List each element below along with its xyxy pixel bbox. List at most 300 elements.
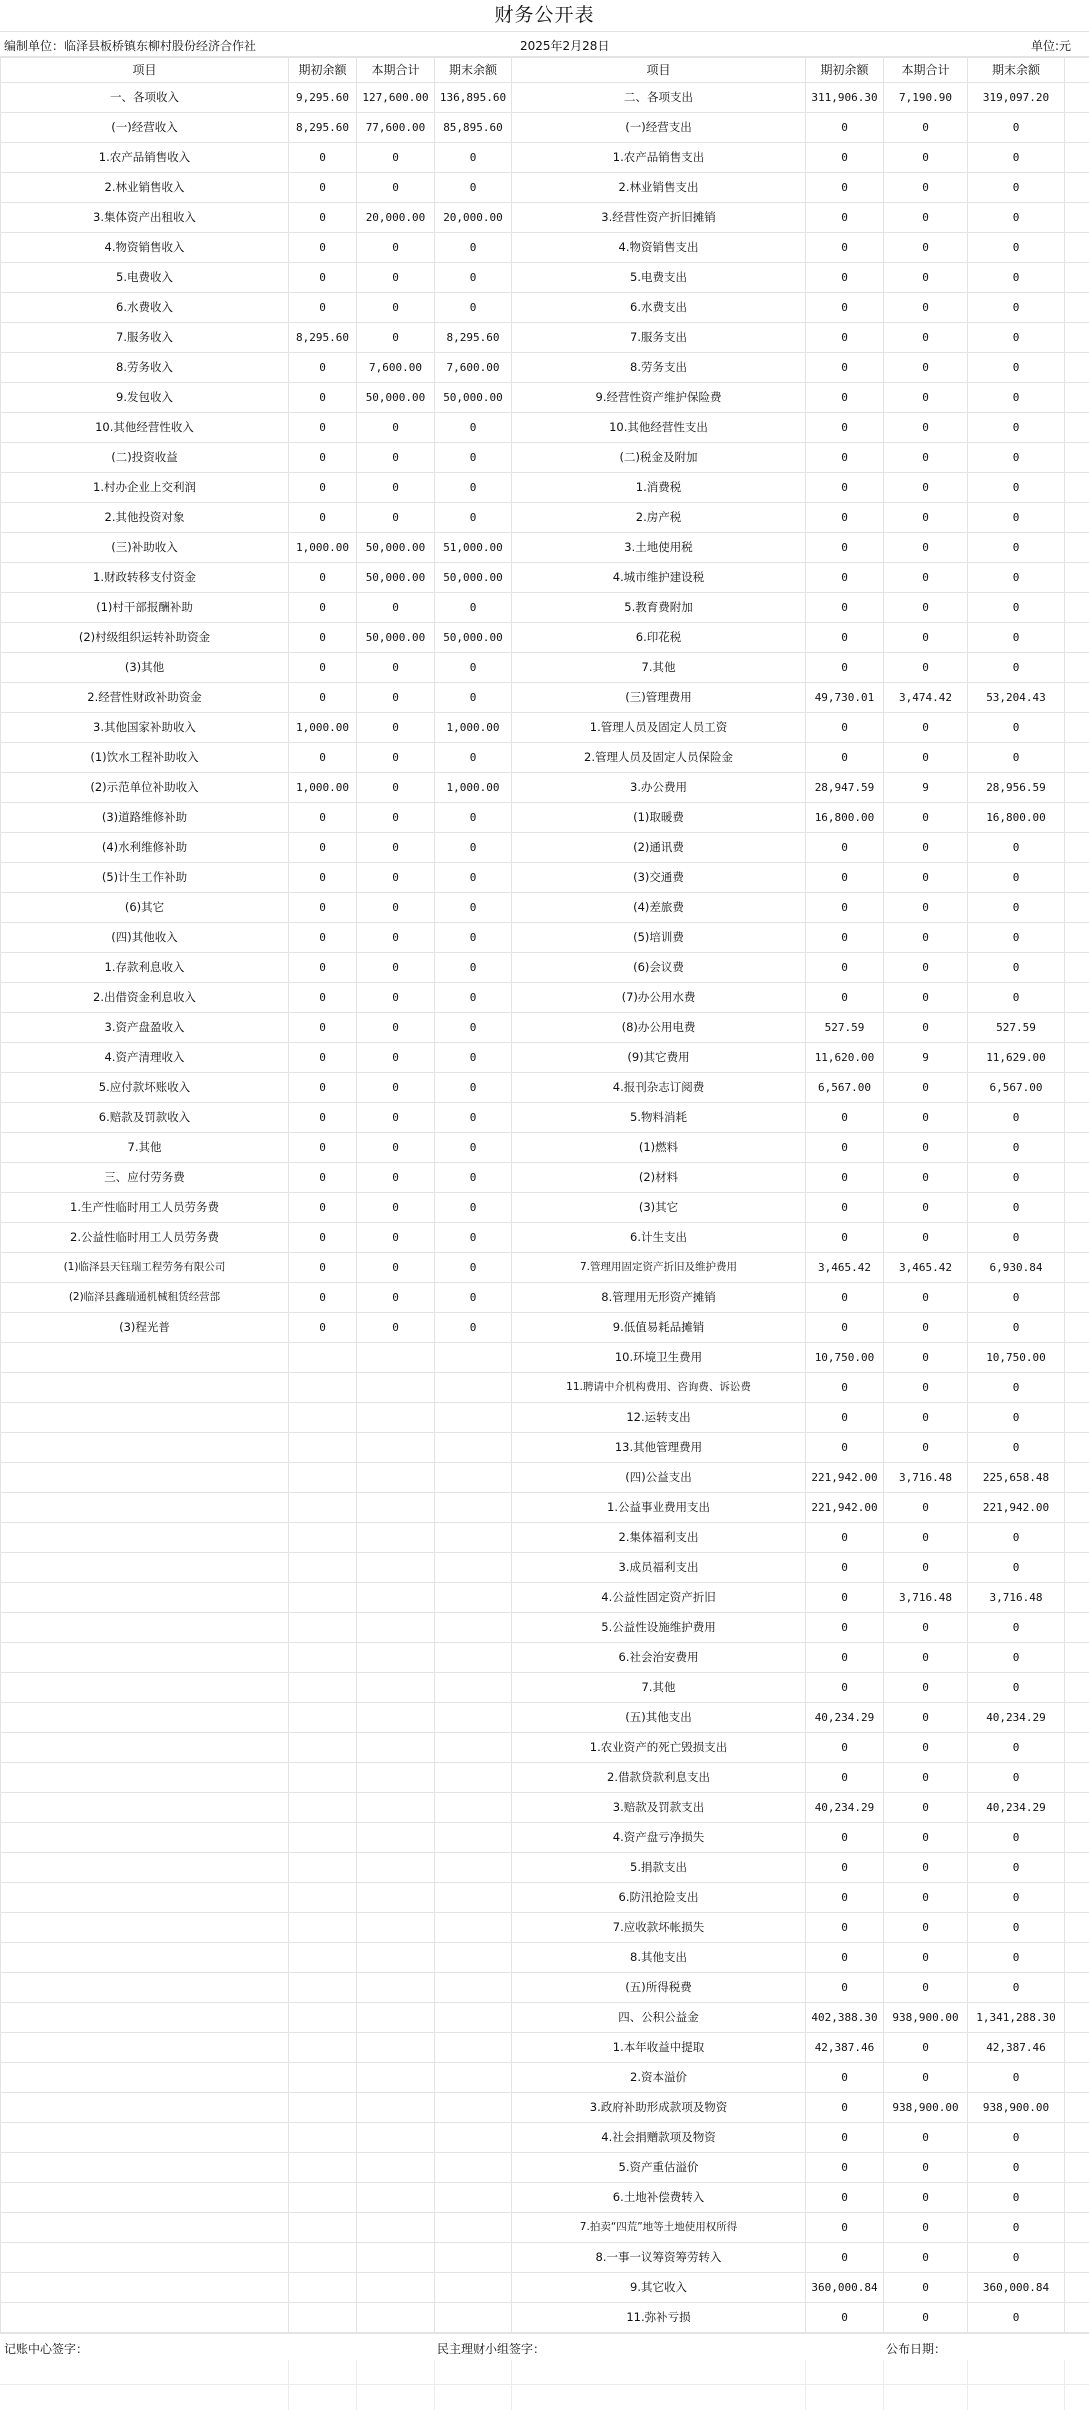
cell-closing-left: 0 [435,1103,512,1133]
cell-period-right: 0 [884,2213,968,2243]
cell-period-right: 3,474.42 [884,683,968,713]
cell-closing-right: 0 [968,1673,1065,1703]
cell-opening-right: 6,567.00 [806,1073,884,1103]
cell-item-left: 2.林业销售收入 [1,173,289,203]
cell-period-left: 0 [357,1313,435,1343]
cell-opening-left [289,2183,357,2213]
cell-period-right: 0 [884,263,968,293]
cell-item-right: 8.管理用无形资产摊销 [512,1283,806,1313]
cell-item-left [1,2303,289,2333]
cell-opening-right: 0 [806,383,884,413]
table-body [1,83,1089,2333]
cell-period-left: 0 [357,173,435,203]
cell-opening-right: 40,234.29 [806,1793,884,1823]
table-row [1,1553,1089,1583]
cell-item-left [1,1913,289,1943]
cell-opening-left: 0 [289,1163,357,1193]
spacer-cell [1065,293,1089,323]
spacer-cell [1065,2303,1089,2333]
table-row [1,293,1089,323]
cell-opening-left [289,1523,357,1553]
spacer-cell [1065,1103,1089,1133]
cell-closing-left [435,1973,512,2003]
cell-opening-left [289,2123,357,2153]
cell-opening-left [289,1403,357,1433]
cell-opening-left: 0 [289,1133,357,1163]
cell-closing-right: 0 [968,413,1065,443]
cell-closing-right: 221,942.00 [968,1493,1065,1523]
cell-item-left [1,2243,289,2273]
cell-period-left [357,2093,435,2123]
cell-opening-right: 0 [806,353,884,383]
cell-opening-left [289,2003,357,2033]
table-row [1,143,1089,173]
cell-period-left [357,2063,435,2093]
cell-closing-right: 0 [968,1553,1065,1583]
cell-opening-right: 0 [806,2183,884,2213]
cell-item-left: 5.电费收入 [1,263,289,293]
cell-item-right: 1.消费税 [512,473,806,503]
cell-item-left [1,1463,289,1493]
cell-opening-right: 0 [806,263,884,293]
cell-item-left [1,1403,289,1433]
spacer-cell [1065,503,1089,533]
cell-closing-left: 0 [435,443,512,473]
cell-item-left: 4.物资销售收入 [1,233,289,263]
cell-item-left: (2)临泽县鑫瑞通机械租赁经营部 [1,1283,289,1313]
cell-closing-left [435,2123,512,2153]
cell-opening-left: 0 [289,383,357,413]
cell-item-left: 10.其他经营性收入 [1,413,289,443]
cell-opening-left [289,1763,357,1793]
table-row [1,2273,1089,2303]
cell-closing-left [435,2303,512,2333]
cell-period-right: 0 [884,293,968,323]
spacer-cell [1065,1943,1089,1973]
cell-period-right: 0 [884,713,968,743]
cell-item-left [1,1973,289,2003]
cell-period-left [357,2243,435,2273]
cell-opening-right: 40,234.29 [806,1703,884,1733]
cell-opening-right: 0 [806,1583,884,1613]
cell-period-left [357,1643,435,1673]
cell-period-right: 0 [884,1853,968,1883]
cell-closing-left: 51,000.00 [435,533,512,563]
compiling-unit: 编制单位：临泽县板桥镇东柳村股份经济合作社 [4,37,256,54]
cell-opening-right: 0 [806,2063,884,2093]
cell-item-right: 3.赔款及罚款支出 [512,1793,806,1823]
cell-period-right: 0 [884,863,968,893]
cell-closing-right: 0 [968,593,1065,623]
cell-closing-left [435,1553,512,1583]
cell-item-right: 4.社会捐赠款项及物资 [512,2123,806,2153]
cell-opening-right: 0 [806,1823,884,1853]
cell-opening-right: 0 [806,1643,884,1673]
cell-closing-right: 0 [968,353,1065,383]
spacer-cell [1065,1853,1089,1883]
table-row [1,1433,1089,1463]
cell-period-left: 0 [357,1253,435,1283]
cell-opening-left: 0 [289,173,357,203]
cell-item-right: 7.其他 [512,1673,806,1703]
cell-closing-left: 0 [435,1043,512,1073]
cell-period-right: 0 [884,653,968,683]
cell-closing-left: 0 [435,863,512,893]
cell-item-left [1,2093,289,2123]
table-row [1,1463,1089,1493]
cell-period-left [357,1733,435,1763]
cell-period-right: 0 [884,1013,968,1043]
cell-opening-left: 0 [289,1223,357,1253]
spacer-cell [1065,1283,1089,1313]
cell-item-right: 2.管理人员及固定人员保险金 [512,743,806,773]
cell-opening-left [289,1823,357,1853]
cell-closing-left [435,2243,512,2273]
cell-period-left: 0 [357,893,435,923]
cell-opening-right: 221,942.00 [806,1463,884,1493]
cell-opening-right: 42,387.46 [806,2033,884,2063]
cell-period-right: 0 [884,1193,968,1223]
cell-closing-right: 0 [968,1823,1065,1853]
cell-closing-left: 0 [435,1313,512,1343]
cell-opening-left: 0 [289,653,357,683]
cell-item-right: 4.报刊杂志订阅费 [512,1073,806,1103]
cell-item-right: 2.资本溢价 [512,2063,806,2093]
cell-opening-right: 0 [806,1103,884,1133]
cell-closing-right: 360,000.84 [968,2273,1065,2303]
cell-opening-left: 0 [289,293,357,323]
cell-opening-left [289,1373,357,1403]
cell-period-left: 0 [357,293,435,323]
cell-item-left: 5.应付款坏账收入 [1,1073,289,1103]
cell-closing-left: 0 [435,893,512,923]
cell-closing-right: 0 [968,263,1065,293]
cell-period-right: 7,190.90 [884,83,968,113]
cell-closing-right: 0 [968,893,1065,923]
spacer-cell [1065,1013,1089,1043]
cell-period-right: 0 [884,1403,968,1433]
cell-closing-left: 7,600.00 [435,353,512,383]
table-row [1,923,1089,953]
spacer-cell [1065,353,1089,383]
cell-closing-right: 6,567.00 [968,1073,1065,1103]
cell-opening-left [289,2243,357,2273]
table-row [1,563,1089,593]
cell-opening-right: 0 [806,893,884,923]
spacer-cell [1065,173,1089,203]
cell-item-left: 1.农产品销售收入 [1,143,289,173]
cell-item-left: 7.服务收入 [1,323,289,353]
cell-closing-right: 938,900.00 [968,2093,1065,2123]
cell-item-right: (2)通讯费 [512,833,806,863]
cell-closing-left [435,1673,512,1703]
cell-closing-left: 0 [435,233,512,263]
cell-opening-right: 0 [806,1973,884,2003]
cell-opening-right: 0 [806,2093,884,2123]
cell-period-left: 0 [357,1223,435,1253]
cell-item-right: (5)培训费 [512,923,806,953]
cell-closing-right: 0 [968,1283,1065,1313]
spacer-cell [1065,1133,1089,1163]
cell-item-right: 12.运转支出 [512,1403,806,1433]
cell-period-left: 0 [357,1193,435,1223]
table-row [1,1193,1089,1223]
spacer-cell [1065,953,1089,983]
cell-closing-left: 50,000.00 [435,383,512,413]
cell-item-right: 5.物料消耗 [512,1103,806,1133]
cell-opening-left: 0 [289,833,357,863]
cell-closing-left: 0 [435,833,512,863]
table-row [1,863,1089,893]
cell-closing-left: 1,000.00 [435,773,512,803]
cell-item-right: 1.本年收益中提取 [512,2033,806,2063]
cell-period-left: 0 [357,773,435,803]
cell-opening-right: 0 [806,833,884,863]
cell-period-right: 0 [884,593,968,623]
cell-opening-left: 0 [289,593,357,623]
cell-item-right: (五)其他支出 [512,1703,806,1733]
cell-opening-right: 0 [806,653,884,683]
cell-closing-left: 1,000.00 [435,713,512,743]
cell-closing-left: 85,895.60 [435,113,512,143]
spacer-cell [1065,1973,1089,2003]
header-period-right: 本期合计 [884,58,968,83]
table-row [1,2063,1089,2093]
cell-period-left: 0 [357,1073,435,1103]
cell-opening-right: 0 [806,473,884,503]
cell-closing-left [435,1493,512,1523]
cell-item-right: 四、公积公益金 [512,2003,806,2033]
cell-opening-right: 0 [806,1193,884,1223]
cell-closing-left [435,2093,512,2123]
table-row [1,1883,1089,1913]
cell-closing-right: 0 [968,1853,1065,1883]
cell-closing-right: 0 [968,1133,1065,1163]
cell-opening-right: 0 [806,953,884,983]
table-row [1,1073,1089,1103]
cell-item-left [1,1343,289,1373]
cell-closing-right: 6,930.84 [968,1253,1065,1283]
cell-opening-left [289,1343,357,1373]
cell-closing-left: 0 [435,1163,512,1193]
cell-item-left: 三、应付劳务费 [1,1163,289,1193]
cell-period-left [357,1673,435,1703]
cell-closing-left: 0 [435,1133,512,1163]
cell-opening-right: 0 [806,923,884,953]
cell-opening-right: 0 [806,623,884,653]
cell-opening-right: 49,730.01 [806,683,884,713]
cell-opening-left [289,1883,357,1913]
table-row [1,2153,1089,2183]
cell-closing-left: 0 [435,1253,512,1283]
cell-item-left: 3.资产盘盈收入 [1,1013,289,1043]
cell-period-right: 0 [884,1763,968,1793]
cell-item-left: (2)村级组织运转补助资金 [1,623,289,653]
cell-period-right: 0 [884,1823,968,1853]
cell-period-left [357,1583,435,1613]
cell-period-right: 0 [884,1793,968,1823]
cell-opening-left: 0 [289,743,357,773]
cell-item-right: 4.资产盘亏净损失 [512,1823,806,1853]
cell-item-left [1,1883,289,1913]
cell-period-left: 0 [357,653,435,683]
cell-period-right: 0 [884,233,968,263]
cell-opening-right: 0 [806,1673,884,1703]
cell-item-left: (一)经营收入 [1,113,289,143]
cell-closing-left [435,1373,512,1403]
cell-item-left [1,1823,289,1853]
cell-closing-left: 0 [435,953,512,983]
cell-closing-right: 1,341,288.30 [968,2003,1065,2033]
cell-item-left [1,1433,289,1463]
cell-period-right: 0 [884,353,968,383]
cell-opening-right: 0 [806,143,884,173]
cell-item-left: 3.其他国家补助收入 [1,713,289,743]
cell-opening-left [289,2093,357,2123]
cell-closing-left: 50,000.00 [435,563,512,593]
cell-closing-right: 0 [968,1523,1065,1553]
cell-item-left [1,1553,289,1583]
cell-period-left: 50,000.00 [357,533,435,563]
cell-opening-left: 0 [289,953,357,983]
cell-period-right: 0 [884,893,968,923]
spacer-cell [1065,323,1089,353]
cell-closing-left: 0 [435,1013,512,1043]
cell-opening-right: 0 [806,2123,884,2153]
spacer-cell [1065,923,1089,953]
spacer-cell [1065,1253,1089,1283]
cell-opening-right: 0 [806,1613,884,1643]
spacer-cell [1065,1583,1089,1613]
cell-item-left [1,1853,289,1883]
cell-closing-right: 0 [968,2183,1065,2213]
cell-opening-right: 0 [806,443,884,473]
cell-opening-left: 0 [289,263,357,293]
cell-item-right: (4)差旅费 [512,893,806,923]
cell-period-right: 0 [884,1313,968,1343]
cell-closing-left [435,1433,512,1463]
spacer-cell [1065,113,1089,143]
cell-closing-right: 0 [968,1943,1065,1973]
cell-period-right: 0 [884,623,968,653]
cell-opening-right: 0 [806,1763,884,1793]
cell-period-right: 0 [884,2303,968,2333]
cell-opening-left: 0 [289,803,357,833]
cell-period-left [357,1793,435,1823]
cell-closing-right: 10,750.00 [968,1343,1065,1373]
cell-opening-left: 0 [289,443,357,473]
spacer-cell [1065,653,1089,683]
cell-opening-left [289,2213,357,2243]
cell-opening-left [289,1703,357,1733]
cell-period-right: 0 [884,1103,968,1133]
cell-opening-right: 0 [806,563,884,593]
spacer-cell [1065,2273,1089,2303]
cell-opening-left: 0 [289,1253,357,1283]
cell-opening-left [289,1463,357,1493]
spacer-cell [1065,1913,1089,1943]
cell-closing-right: 0 [968,1643,1065,1673]
table-row [1,2003,1089,2033]
spacer-cell [1065,1463,1089,1493]
cell-period-right: 0 [884,1493,968,1523]
table-row [1,1763,1089,1793]
cell-closing-right: 11,629.00 [968,1043,1065,1073]
cell-item-right: (二)税金及附加 [512,443,806,473]
cell-closing-right: 0 [968,143,1065,173]
cell-item-left: 2.公益性临时用工人员劳务费 [1,1223,289,1253]
table-row [1,713,1089,743]
cell-item-right: 6.土地补偿费转入 [512,2183,806,2213]
cell-opening-right: 0 [806,1283,884,1313]
table-row [1,2033,1089,2063]
cell-opening-right: 0 [806,1943,884,1973]
cell-item-right: 6.社会治安费用 [512,1643,806,1673]
spacer-cell [1065,1613,1089,1643]
cell-closing-left [435,1883,512,1913]
cell-period-left [357,1493,435,1523]
table-row [1,1703,1089,1733]
cell-opening-left: 1,000.00 [289,533,357,563]
cell-period-left: 0 [357,1013,435,1043]
spacer-cell [1065,1763,1089,1793]
cell-period-left: 0 [357,1283,435,1313]
cell-item-left [1,2003,289,2033]
table-row [1,773,1089,803]
spacer-cell [1065,1373,1089,1403]
cell-period-left [357,1973,435,2003]
cell-closing-right: 0 [968,653,1065,683]
cell-item-right: (7)办公用水费 [512,983,806,1013]
cell-period-right: 0 [884,383,968,413]
cell-closing-left [435,1613,512,1643]
cell-closing-right: 0 [968,2123,1065,2153]
table-row [1,443,1089,473]
cell-item-right: 7.管理用固定资产折旧及维护费用 [512,1253,806,1283]
cell-period-right: 0 [884,923,968,953]
table-row [1,1163,1089,1193]
cell-opening-left: 0 [289,893,357,923]
cell-item-left: (1)村干部报酬补助 [1,593,289,623]
cell-opening-right: 221,942.00 [806,1493,884,1523]
cell-period-left: 7,600.00 [357,353,435,383]
cell-period-right: 3,716.48 [884,1583,968,1613]
cell-opening-left: 0 [289,1313,357,1343]
spacer-cell [1065,83,1089,113]
cell-period-right: 0 [884,1163,968,1193]
cell-item-right: 3.土地使用税 [512,533,806,563]
cell-item-right: (6)会议费 [512,953,806,983]
table-row [1,983,1089,1013]
cell-opening-right: 0 [806,1313,884,1343]
table-row [1,1793,1089,1823]
cell-closing-left: 0 [435,413,512,443]
cell-closing-right: 0 [968,1373,1065,1403]
cell-period-right: 0 [884,413,968,443]
cell-item-left: (二)投资收益 [1,443,289,473]
cell-item-left: (1)饮水工程补助收入 [1,743,289,773]
cell-period-left [357,1523,435,1553]
cell-period-left [357,1373,435,1403]
cell-period-right: 0 [884,1553,968,1583]
cell-item-right: 7.服务支出 [512,323,806,353]
cell-item-left: (4)水利维修补助 [1,833,289,863]
cell-opening-left: 0 [289,623,357,653]
cell-opening-right: 0 [806,293,884,323]
cell-item-right: 9.低值易耗品摊销 [512,1313,806,1343]
cell-period-right: 0 [884,2063,968,2093]
cell-closing-left: 136,895.60 [435,83,512,113]
